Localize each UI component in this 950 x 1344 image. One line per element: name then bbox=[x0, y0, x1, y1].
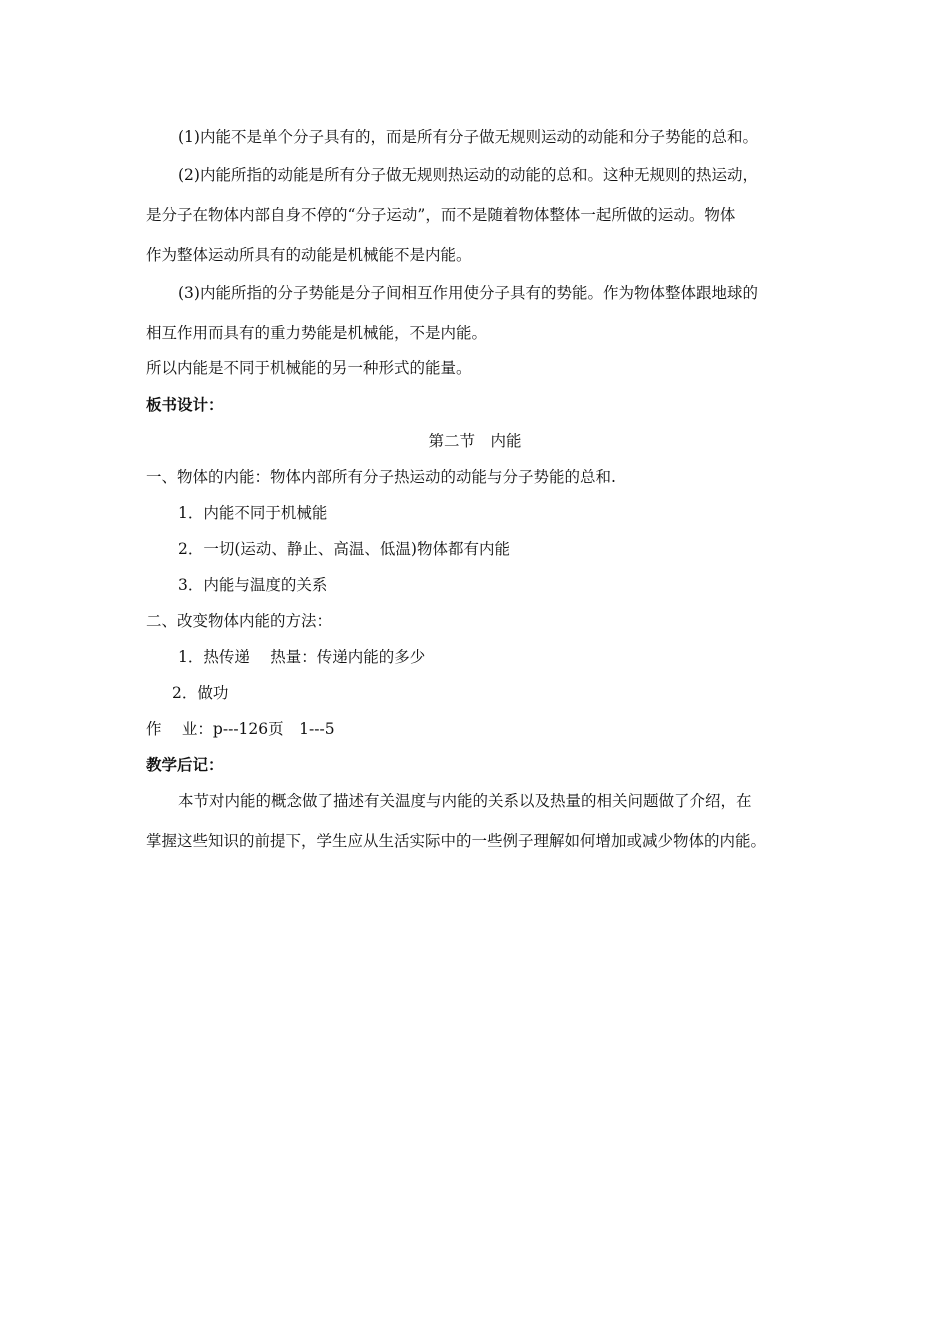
paragraph-2-line-3: 作为整体运动所具有的动能是机械能不是内能。 bbox=[146, 246, 472, 264]
outline-item-1-1: 1．内能不同于机械能 bbox=[178, 504, 328, 522]
conclusion-text: 所以内能是不同于机械能的另一种形式的能量。 bbox=[146, 359, 472, 377]
paragraph-1: (1)内能不是单个分子具有的，而是所有分子做无规则运动的动能和分子势能的总和。 bbox=[178, 128, 758, 146]
paragraph-3-line-2: 相互作用而具有的重力势能是机械能，不是内能。 bbox=[146, 324, 488, 342]
section-title: 第二节 内能 bbox=[428, 432, 522, 450]
outline-item-1-2: 2．一切(运动、静止、高温、低温)物体都有内能 bbox=[178, 540, 510, 558]
paragraph-3-line-1: (3)内能所指的分子势能是分子间相互作用使分子具有的势能。作为物体整体跟地球的 bbox=[178, 284, 758, 302]
outline-item-2-2: 2．做功 bbox=[172, 684, 229, 702]
paragraph-2-line-2: 是分子在物体内部自身不停的“分子运动”，而不是随着物体整体一起所做的运动。物体 bbox=[146, 206, 736, 224]
outline-item-1: 一、物体的内能：物体内部所有分子热运动的动能与分子势能的总和. bbox=[146, 468, 616, 486]
paragraph-2-line-1: (2)内能所指的动能是所有分子做无规则热运动的动能的总和。这种无规则的热运动， bbox=[178, 166, 758, 184]
board-design-heading: 板书设计： bbox=[146, 396, 224, 414]
outline-item-1-3: 3．内能与温度的关系 bbox=[178, 576, 328, 594]
homework-line: 作 业：p---126页 1---5 bbox=[146, 720, 335, 738]
reflection-line-2: 掌握这些知识的前提下，学生应从生活实际中的一些例子理解如何增加或减少物体的内能。 bbox=[146, 832, 767, 850]
reflection-heading: 教学后记： bbox=[146, 756, 224, 774]
reflection-line-1: 本节对内能的概念做了描述有关温度与内能的关系以及热量的相关问题做了介绍，在 bbox=[178, 792, 752, 810]
outline-item-2: 二、改变物体内能的方法： bbox=[146, 612, 333, 630]
outline-item-2-1: 1．热传递 热量：传递内能的多少 bbox=[178, 648, 426, 666]
